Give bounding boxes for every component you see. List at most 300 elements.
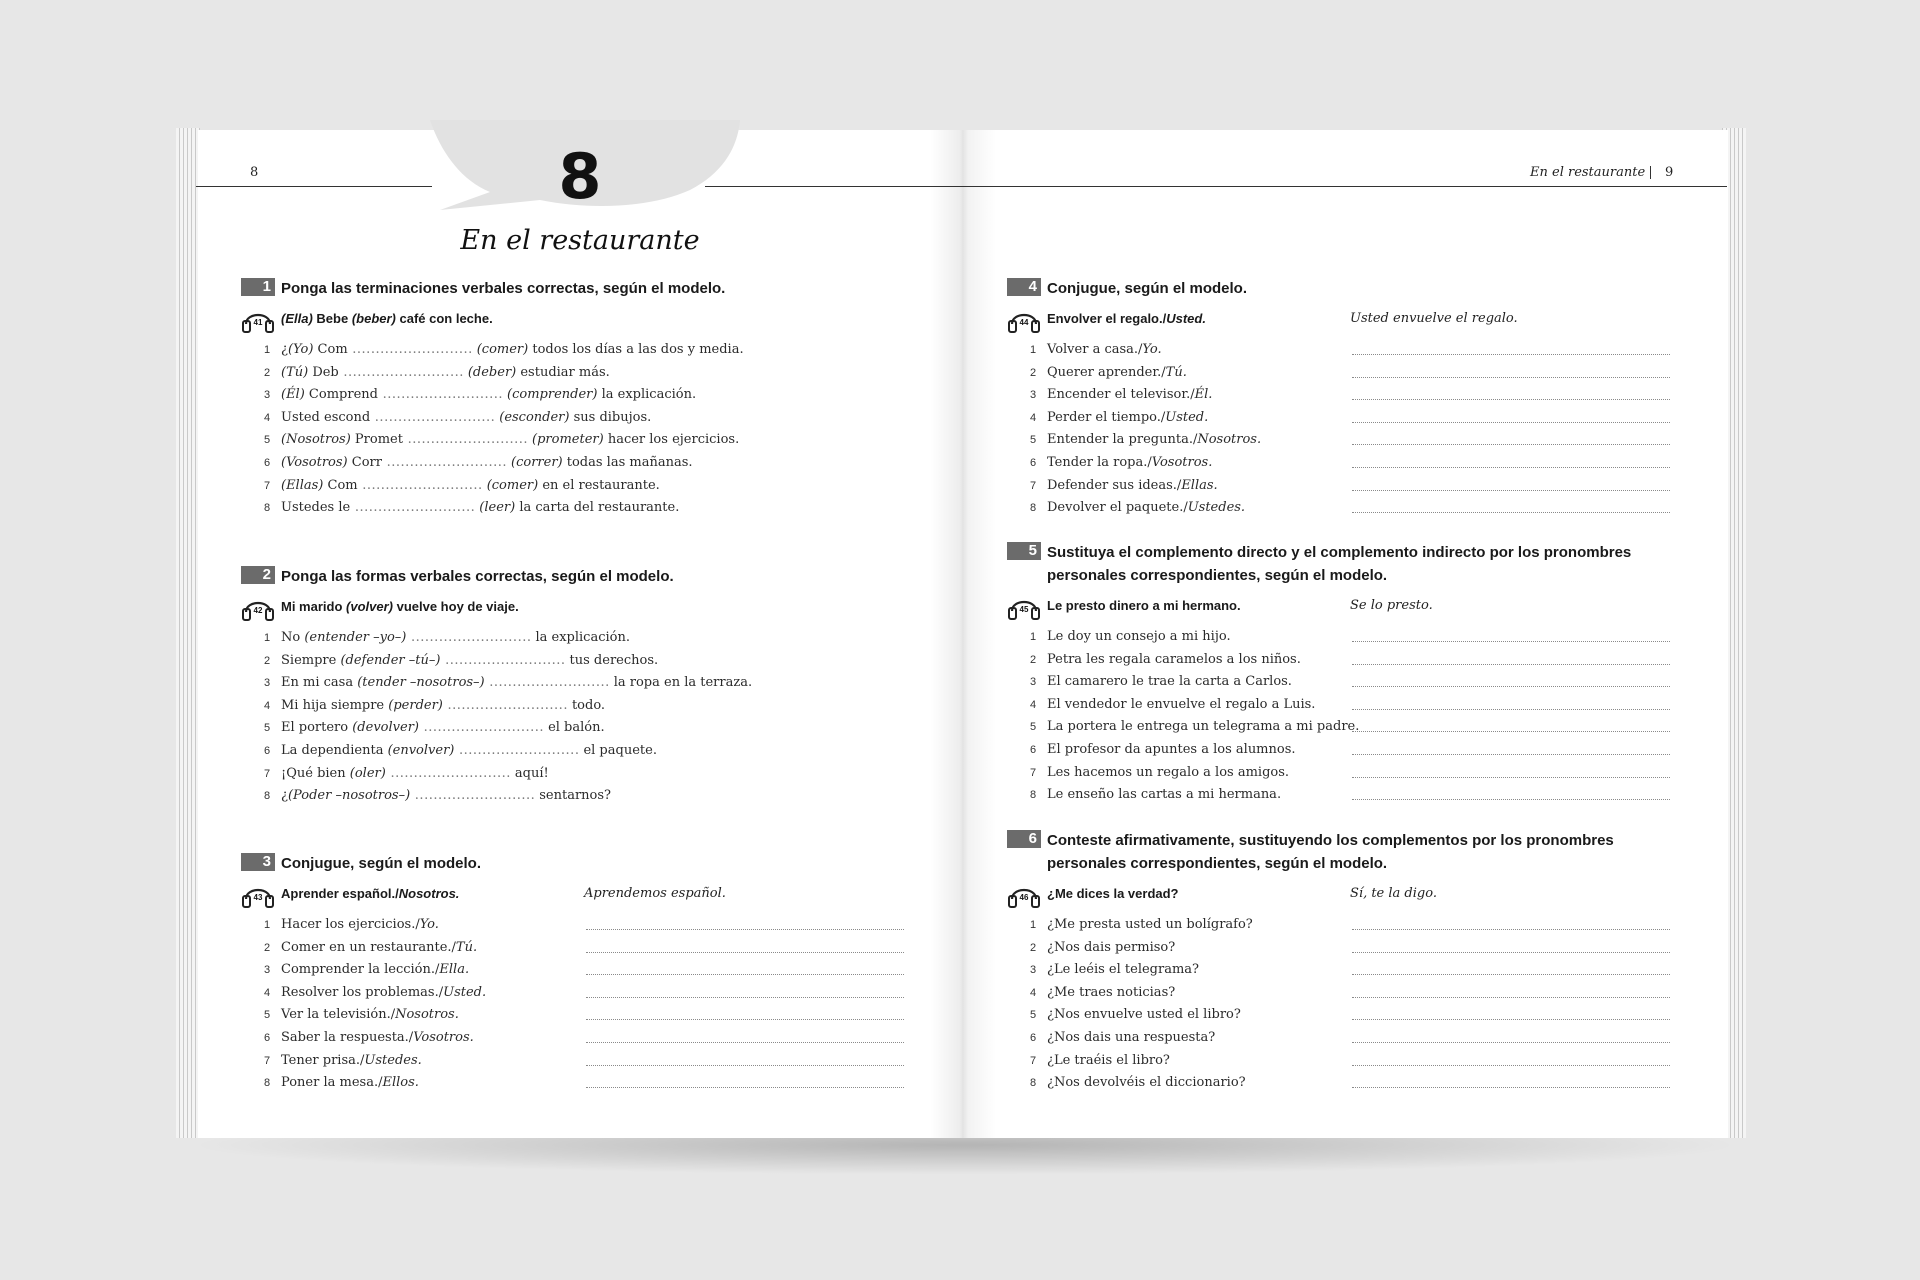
answer-line[interactable] xyxy=(586,1019,904,1020)
answer-line[interactable] xyxy=(586,1042,904,1043)
item-prompt: Le doy un consejo a mi hijo. xyxy=(1047,629,1231,644)
item-number: 8 xyxy=(1029,502,1037,515)
item-continuation: (deber) estudiar más. xyxy=(467,364,610,380)
item-number: 6 xyxy=(1029,1031,1037,1044)
item-text xyxy=(1047,671,1292,694)
exercise-item xyxy=(241,1027,941,1050)
item-prompt: Perder el tiempo./Usted. xyxy=(1047,409,1209,425)
model-answer: Usted envuelve el regalo. xyxy=(1350,311,1518,326)
item-prompt: Devolver el paquete./Ustedes. xyxy=(1047,500,1246,516)
answer-line[interactable] xyxy=(1352,641,1670,642)
fill-in-blank[interactable]: .......................... xyxy=(402,432,529,448)
item-prompt: ¿Me traes noticias? xyxy=(1047,984,1176,1000)
exercise-item xyxy=(241,785,941,808)
item-number: 1 xyxy=(263,919,271,931)
item-number: 4 xyxy=(1029,698,1037,711)
fill-in-blank[interactable]: .......................... xyxy=(454,742,580,758)
item-text xyxy=(1047,982,1175,1005)
answer-line[interactable] xyxy=(1352,1019,1670,1020)
item-continuation: todo. xyxy=(571,697,606,713)
item-prompt: ¿Le leéis el telegrama? xyxy=(1047,962,1200,978)
model-example-row xyxy=(241,879,941,909)
item-prompt: Petra les regala caramelos a los niños. xyxy=(1047,651,1301,667)
item-text xyxy=(281,497,679,520)
exercise-item xyxy=(1007,694,1707,717)
item-text xyxy=(281,627,630,650)
exercise-item xyxy=(1007,762,1707,785)
fill-in-blank[interactable]: .......................... xyxy=(377,387,504,403)
model-example: Mi marido (volver) vuelve hoy de viaje. xyxy=(281,599,519,614)
answer-line[interactable] xyxy=(586,974,904,975)
answer-line[interactable] xyxy=(1352,467,1670,468)
answer-line[interactable] xyxy=(1352,952,1670,953)
item-prompt: ¡Qué bien (oler) xyxy=(281,765,386,781)
answer-line[interactable] xyxy=(1352,709,1670,710)
fill-in-blank[interactable]: .......................... xyxy=(418,720,545,736)
exercise-1 xyxy=(241,277,941,520)
item-continuation: aquí! xyxy=(514,765,549,781)
item-number: 6 xyxy=(263,744,271,757)
item-prompt: Mi hija siempre (perder) xyxy=(281,697,443,713)
exercise-item xyxy=(241,1004,941,1027)
item-text xyxy=(1047,739,1296,762)
exercise-header xyxy=(241,852,941,875)
item-number: 5 xyxy=(263,434,271,447)
exercise-number-badge: 4 xyxy=(1007,278,1041,296)
exercise-item xyxy=(241,407,941,430)
model-example: Aprender español./Nosotros. xyxy=(281,886,460,901)
item-text xyxy=(1047,694,1315,717)
item-number: 4 xyxy=(263,699,271,712)
exercise-item xyxy=(241,763,941,786)
item-text xyxy=(281,914,439,937)
item-text xyxy=(281,1004,459,1027)
fill-in-blank[interactable]: .......................... xyxy=(410,788,536,804)
fill-in-blank[interactable]: .......................... xyxy=(381,454,508,470)
exercise-item xyxy=(1007,362,1707,385)
headphones-icon[interactable] xyxy=(1007,591,1041,621)
headphones-icon[interactable] xyxy=(1007,879,1041,909)
exercise-item xyxy=(1007,475,1707,498)
exercise-item xyxy=(241,1050,941,1073)
answer-line[interactable] xyxy=(1352,686,1670,687)
item-prompt: Comer en un restaurante./Tú. xyxy=(281,939,478,955)
item-prompt: Defender sus ideas./Ellas. xyxy=(1047,477,1218,493)
exercise-instruction: Conteste afirmativamente, sustituyendo los complementos por los pronombres personales correspondientes, según el modelo. xyxy=(1047,832,1614,872)
item-continuation: el paquete. xyxy=(583,742,657,758)
item-number: 4 xyxy=(263,411,271,424)
item-text xyxy=(1047,384,1212,407)
item-number: 2 xyxy=(263,654,271,667)
item-continuation: tus derechos. xyxy=(569,652,659,668)
exercise-item xyxy=(241,937,941,960)
item-continuation: la ropa en la terraza. xyxy=(613,675,753,691)
item-number: 8 xyxy=(1029,1077,1037,1090)
item-prompt: Comprender la lección./Ella. xyxy=(281,962,470,978)
exercise-item xyxy=(1007,739,1707,762)
item-number: 6 xyxy=(1029,743,1037,756)
item-number: 1 xyxy=(263,344,271,356)
exercise-item xyxy=(1007,1027,1707,1050)
exercise-item xyxy=(1007,649,1707,672)
exercise-2 xyxy=(241,565,941,808)
exercise-items xyxy=(1007,914,1707,1095)
item-number: 3 xyxy=(263,677,271,690)
item-number: 3 xyxy=(263,964,271,977)
item-prompt: Volver a casa./Yo. xyxy=(1047,342,1162,357)
model-answer: Aprendemos español. xyxy=(584,886,726,901)
exercise-item xyxy=(241,339,941,362)
item-prompt: Siempre (defender –tú–) xyxy=(281,652,441,668)
item-text xyxy=(1047,914,1253,937)
answer-line[interactable] xyxy=(1352,929,1670,930)
item-prompt: Resolver los problemas./Usted. xyxy=(281,984,487,1000)
model-example-row xyxy=(1007,591,1707,621)
item-number: 4 xyxy=(1029,986,1037,999)
audio-track-number: 45 xyxy=(1019,605,1029,614)
header-rule-left xyxy=(196,186,432,187)
item-text xyxy=(1047,716,1359,739)
answer-line[interactable] xyxy=(586,929,904,930)
item-text xyxy=(281,1027,474,1050)
answer-line[interactable] xyxy=(1352,754,1670,755)
answer-line[interactable] xyxy=(1352,974,1670,975)
chapter-title: En el restaurante xyxy=(460,225,700,256)
item-text xyxy=(281,650,658,673)
headphones-icon[interactable] xyxy=(241,592,275,622)
item-prompt: Saber la respuesta./Vosotros. xyxy=(281,1029,474,1045)
fill-in-blank[interactable]: .......................... xyxy=(442,697,568,713)
item-number: 5 xyxy=(1029,721,1037,734)
item-text xyxy=(281,740,657,763)
item-prompt: Hacer los ejercicios./Yo. xyxy=(281,917,439,932)
exercise-item xyxy=(241,429,941,452)
exercise-item xyxy=(1007,671,1707,694)
exercise-number-badge: 3 xyxy=(241,853,275,871)
exercise-item xyxy=(1007,959,1707,982)
item-continuation: (comer) todos los días a las dos y media. xyxy=(476,342,744,357)
exercise-instruction: Conjugue, según el modelo. xyxy=(1047,280,1248,297)
item-number: 3 xyxy=(1029,676,1037,689)
model-example: Envolver el regalo./Usted. xyxy=(1047,311,1206,326)
item-text xyxy=(1047,339,1162,362)
exercise-item xyxy=(241,959,941,982)
exercise-item xyxy=(241,475,941,498)
exercise-number-badge: 6 xyxy=(1007,830,1041,848)
item-text xyxy=(1047,1004,1241,1027)
header-rule-right xyxy=(705,186,1727,187)
exercise-item xyxy=(241,914,941,937)
item-number: 3 xyxy=(1029,389,1037,402)
item-number: 6 xyxy=(263,456,271,469)
answer-line[interactable] xyxy=(1352,1065,1670,1066)
item-text xyxy=(281,763,549,786)
model-example-row xyxy=(241,592,941,622)
item-text xyxy=(1047,452,1212,475)
item-text xyxy=(281,1072,419,1095)
exercise-item xyxy=(1007,1072,1707,1095)
exercise-items xyxy=(241,339,941,520)
item-number: 1 xyxy=(1029,631,1037,643)
exercise-item xyxy=(1007,626,1707,649)
exercise-item xyxy=(1007,914,1707,937)
exercise-item xyxy=(1007,407,1707,430)
exercise-header xyxy=(1007,829,1707,875)
model-example: Le presto dinero a mi hermano. xyxy=(1047,598,1241,613)
item-text xyxy=(281,475,660,498)
item-prompt: La dependienta (envolver) xyxy=(281,742,455,758)
exercise-instruction: Conjugue, según el modelo. xyxy=(281,855,482,872)
item-number: 6 xyxy=(263,1031,271,1044)
model-example: (Ella) Bebe (beber) café con leche. xyxy=(281,311,493,326)
item-text xyxy=(1047,407,1208,430)
item-number: 7 xyxy=(263,767,271,780)
audio-track-number: 42 xyxy=(253,606,263,615)
item-continuation: sentarnos? xyxy=(539,788,612,804)
item-text xyxy=(1047,959,1199,982)
exercise-items xyxy=(1007,626,1707,807)
item-text xyxy=(1047,626,1231,649)
fill-in-blank[interactable]: .......................... xyxy=(350,500,476,516)
item-continuation: (leer) la carta del restaurante. xyxy=(479,500,680,516)
item-number: 7 xyxy=(1029,1054,1037,1067)
headphones-icon[interactable] xyxy=(241,304,275,334)
item-number: 8 xyxy=(263,502,271,515)
item-prompt: Le enseño las cartas a mi hermana. xyxy=(1047,787,1282,803)
exercise-4 xyxy=(1007,277,1707,520)
item-text xyxy=(1047,784,1281,807)
fill-in-blank[interactable]: .......................... xyxy=(357,477,483,493)
answer-line[interactable] xyxy=(586,1087,904,1088)
item-number: 7 xyxy=(263,479,271,492)
item-number: 5 xyxy=(263,722,271,735)
fill-in-blank[interactable]: .......................... xyxy=(440,652,566,668)
item-text xyxy=(281,785,611,808)
answer-line[interactable] xyxy=(1352,422,1670,423)
item-number: 6 xyxy=(1029,456,1037,469)
item-prompt: No (entender –yo–) xyxy=(281,630,407,645)
item-prompt: (Tú) Deb xyxy=(281,364,339,380)
exercise-item xyxy=(241,384,941,407)
exercise-6 xyxy=(1007,829,1707,1095)
item-prompt: La portera le entrega un telegrama a mi padre. xyxy=(1047,719,1360,735)
answer-line[interactable] xyxy=(1352,354,1670,355)
exercise-item xyxy=(241,627,941,650)
item-prompt: Encender el televisor./Él. xyxy=(1047,387,1213,403)
item-text xyxy=(281,672,752,695)
headphones-icon[interactable] xyxy=(1007,304,1041,334)
item-continuation: (comprender) la explicación. xyxy=(507,387,697,403)
item-text xyxy=(281,695,605,718)
answer-line[interactable] xyxy=(1352,664,1670,665)
exercise-item xyxy=(1007,716,1707,739)
item-text xyxy=(1047,1050,1170,1073)
running-head-separator xyxy=(1650,166,1651,179)
item-number: 1 xyxy=(1029,344,1037,356)
exercise-item xyxy=(1007,384,1707,407)
item-number: 4 xyxy=(263,986,271,999)
item-prompt: Tender la ropa./Vosotros. xyxy=(1047,454,1213,470)
item-prompt: Tener prisa./Ustedes. xyxy=(281,1052,422,1068)
item-text xyxy=(1047,1072,1246,1095)
headphones-icon[interactable] xyxy=(241,879,275,909)
item-prompt: ¿Nos devolvéis el diccionario? xyxy=(1047,1075,1246,1091)
item-text xyxy=(281,982,486,1005)
item-prompt: ¿Nos dais una respuesta? xyxy=(1047,1029,1216,1045)
exercise-item xyxy=(241,497,941,520)
item-text xyxy=(1047,649,1301,672)
chapter-number: 8 xyxy=(558,140,602,213)
fill-in-blank[interactable]: .......................... xyxy=(385,765,511,781)
exercise-item xyxy=(241,1072,941,1095)
left-page-number: 8 xyxy=(250,165,259,180)
item-prompt: (Vosotros) Corr xyxy=(281,454,382,470)
exercise-item xyxy=(1007,1004,1707,1027)
item-prompt: ¿Me presta usted un bolígrafo? xyxy=(1047,917,1253,932)
right-page-number: 9 xyxy=(1665,165,1674,180)
item-number: 7 xyxy=(1029,766,1037,779)
exercise-instruction: Ponga las formas verbales correctas, según el modelo. xyxy=(281,568,674,585)
item-number: 7 xyxy=(263,1054,271,1067)
item-prompt: (Ellas) Com xyxy=(281,477,358,493)
exercise-item xyxy=(1007,339,1707,362)
item-prompt: ¿Le traéis el libro? xyxy=(1047,1052,1170,1068)
exercise-instruction: Sustituya el complemento directo y el complemento indirecto por los pronombres personales correspondientes, según el modelo. xyxy=(1047,544,1632,584)
item-number: 3 xyxy=(263,389,271,402)
answer-line[interactable] xyxy=(1352,377,1670,378)
item-number: 3 xyxy=(1029,964,1037,977)
item-text xyxy=(281,407,651,430)
item-prompt: Poner la mesa./Ellos. xyxy=(281,1075,419,1091)
exercise-items xyxy=(1007,339,1707,520)
answer-line[interactable] xyxy=(1352,997,1670,998)
item-number: 8 xyxy=(1029,789,1037,802)
fill-in-blank[interactable]: .......................... xyxy=(370,409,496,425)
item-number: 8 xyxy=(263,1077,271,1090)
answer-line[interactable] xyxy=(1352,444,1670,445)
answer-line[interactable] xyxy=(586,1065,904,1066)
exercise-number-badge: 1 xyxy=(241,278,275,296)
answer-line[interactable] xyxy=(1352,799,1670,800)
fill-in-blank[interactable]: .......................... xyxy=(338,364,464,380)
item-prompt: El camarero le trae la carta a Carlos. xyxy=(1047,674,1292,690)
item-prompt: ¿(Yo) Com xyxy=(281,342,348,357)
item-prompt: Ustedes le xyxy=(281,500,351,516)
item-number: 1 xyxy=(1029,919,1037,931)
exercise-header xyxy=(1007,541,1707,587)
item-number: 5 xyxy=(263,1009,271,1022)
item-text xyxy=(1047,937,1175,960)
fill-in-blank[interactable]: .......................... xyxy=(406,630,532,645)
item-prompt: (Nosotros) Promet xyxy=(281,432,403,448)
item-prompt: Entender la pregunta./Nosotros. xyxy=(1047,432,1262,448)
audio-track-number: 43 xyxy=(253,893,263,902)
answer-line[interactable] xyxy=(1352,777,1670,778)
exercise-item xyxy=(1007,937,1707,960)
item-continuation: (prometer) hacer los ejercicios. xyxy=(532,432,740,448)
item-continuation: (esconder) sus dibujos. xyxy=(499,409,652,425)
fill-in-blank[interactable]: .......................... xyxy=(347,342,473,357)
model-example: ¿Me dices la verdad? xyxy=(1047,886,1179,901)
answer-line[interactable] xyxy=(1352,1087,1670,1088)
exercise-item xyxy=(241,452,941,475)
item-number: 2 xyxy=(263,366,271,379)
exercise-header xyxy=(241,565,941,588)
item-continuation: (correr) todas las mañanas. xyxy=(511,454,693,470)
exercise-header xyxy=(241,277,941,300)
exercise-5 xyxy=(1007,541,1707,807)
answer-line[interactable] xyxy=(586,997,904,998)
item-text xyxy=(281,452,693,475)
exercise-item xyxy=(1007,784,1707,807)
exercise-item xyxy=(241,982,941,1005)
item-text xyxy=(281,339,744,362)
item-prompt: Usted escond xyxy=(281,409,371,425)
exercise-item xyxy=(1007,452,1707,475)
exercise-item xyxy=(241,695,941,718)
exercise-item xyxy=(1007,1050,1707,1073)
item-text xyxy=(281,717,605,740)
item-number: 5 xyxy=(1029,1009,1037,1022)
item-prompt: ¿Nos dais permiso? xyxy=(1047,939,1176,955)
item-prompt: Ver la televisión./Nosotros. xyxy=(281,1007,459,1023)
exercise-items xyxy=(241,914,941,1095)
item-text xyxy=(281,959,469,982)
item-number: 7 xyxy=(1029,479,1037,492)
model-answer: Sí, te la digo. xyxy=(1350,886,1437,901)
item-prompt: El vendedor le envuelve el regalo a Luis. xyxy=(1047,696,1316,712)
model-answer: Se lo presto. xyxy=(1350,598,1433,613)
item-prompt: El profesor da apuntes a los alumnos. xyxy=(1047,741,1296,757)
exercise-item xyxy=(241,672,941,695)
item-text xyxy=(1047,762,1289,785)
answer-line[interactable] xyxy=(1352,1042,1670,1043)
item-continuation: la explicación. xyxy=(535,630,630,645)
exercise-3 xyxy=(241,852,941,1095)
item-prompt: Querer aprender./Tú. xyxy=(1047,364,1187,380)
item-text xyxy=(1047,475,1218,498)
item-continuation: (comer) en el restaurante. xyxy=(486,477,660,493)
answer-line[interactable] xyxy=(586,952,904,953)
item-text xyxy=(281,384,696,407)
item-number: 2 xyxy=(1029,653,1037,666)
exercise-items xyxy=(241,627,941,808)
item-number: 2 xyxy=(1029,366,1037,379)
exercise-item xyxy=(1007,982,1707,1005)
answer-line[interactable] xyxy=(1352,399,1670,400)
model-example-row xyxy=(1007,304,1707,334)
item-continuation: el balón. xyxy=(548,720,605,736)
exercise-instruction: Ponga las terminaciones verbales correctas, según el modelo. xyxy=(281,280,726,297)
item-prompt: ¿Nos envuelve usted el libro? xyxy=(1047,1007,1241,1023)
item-number: 2 xyxy=(263,941,271,954)
fill-in-blank[interactable]: .......................... xyxy=(484,675,610,691)
exercise-item xyxy=(241,717,941,740)
exercise-number-badge: 5 xyxy=(1007,542,1041,560)
answer-line[interactable] xyxy=(1352,731,1670,732)
exercise-item xyxy=(241,740,941,763)
item-text xyxy=(281,362,610,385)
item-prompt: (Él) Comprend xyxy=(281,387,378,403)
exercise-number-badge: 2 xyxy=(241,566,275,584)
item-number: 4 xyxy=(1029,411,1037,424)
exercise-item xyxy=(1007,429,1707,452)
item-number: 5 xyxy=(1029,434,1037,447)
answer-line[interactable] xyxy=(1352,490,1670,491)
exercise-item xyxy=(241,650,941,673)
item-prompt: En mi casa (tender –nosotros–) xyxy=(281,675,485,691)
answer-line[interactable] xyxy=(1352,512,1670,513)
